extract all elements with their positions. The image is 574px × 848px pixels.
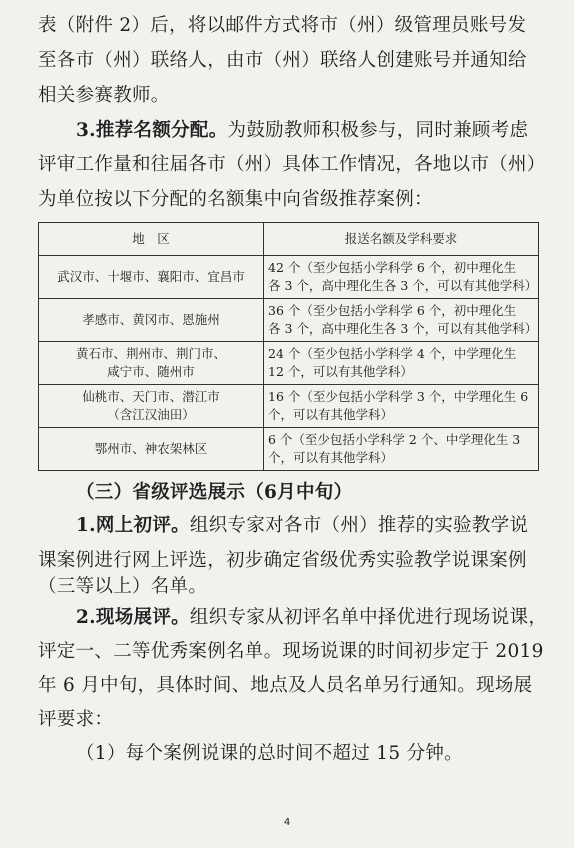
paragraph-line: 评定一、二等优秀案例名单。现场说课的时间初步定于 2019 <box>38 641 544 662</box>
subsection-heading: 1.网上初评。 <box>76 515 190 536</box>
table-row <box>39 385 539 428</box>
region-cell: 武汉市、十堰市、襄阳市、宜昌市 <box>39 256 264 299</box>
quota-cell: 42 个（至少包括小学科学 6 个，初中理化生 各 3 个，高中理化生各 3 个，可以有其他学科） <box>264 256 539 299</box>
paragraph-line: 课案例进行网上评选，初步确定省级优秀实验教学说课案例 <box>38 550 527 571</box>
paragraph-line: 为单位按以下分配的名额集中向省级推荐案例： <box>38 189 433 210</box>
region-cell: 黄石市、荆州市、荆门市、 咸宁市、随州市 <box>39 342 264 385</box>
paragraph-text: 组织专家对各市（州）推荐的实验教学说 <box>189 515 529 536</box>
table-header: 地 区 <box>39 223 264 256</box>
quota-cell: 6 个（至少包括小学科学 2 个、中学理化生 3 个，可以有其他学科） <box>264 428 539 471</box>
paragraph-line: 至各市（州）联络人，由市（州）联络人创建账号并通知给 <box>38 50 527 71</box>
paragraph-line: 相关参赛教师。 <box>38 85 170 106</box>
paragraph-line: 评要求： <box>38 709 114 730</box>
region-cell: 仙桃市、天门市、潜江市 （含江汉油田） <box>39 385 264 428</box>
table-header-row <box>39 223 539 256</box>
quota-cell: 16 个（至少包括小学科学 3 个，中学理化生 6 个，可以有其他学科） <box>264 385 539 428</box>
paragraph-text: 为鼓励教师积极参与，同时兼顾考虑 <box>227 120 529 141</box>
table-row <box>39 256 539 299</box>
paragraph-text: 组织专家从初评名单中择优进行现场说课， <box>189 607 548 628</box>
paragraph-line: 年 6 月中旬，具体时间、地点及人员名单另行通知。现场展 <box>38 675 533 696</box>
paragraph-line <box>38 514 538 538</box>
paragraph-line: （1）每个案例说课的总时间不超过 15 分钟。 <box>76 743 463 764</box>
region-cell: 鄂州市、神农架林区 <box>39 428 264 471</box>
table-row <box>39 342 539 385</box>
quota-cell: 24 个（至少包括小学科学 4 个，中学理化生 12 个，可以有其他学科） <box>264 342 539 385</box>
page-number: 4 <box>283 817 291 828</box>
subsection-heading: 2.现场展评。 <box>76 607 190 628</box>
section-heading: （三）省级评选展示（6月中旬） <box>76 482 353 503</box>
paragraph-line: 表（附件 2）后，将以邮件方式将市（州）级管理员账号发 <box>38 15 527 36</box>
quota-cell: 36 个（至少包括小学科学 6 个，初中理化生 各 3 个，高中理化生各 3 个，可以有其他学科） <box>264 299 539 342</box>
table-row <box>39 299 539 342</box>
paragraph-line <box>38 606 548 630</box>
paragraph-line: 评审工作量和往届各市（州）具体工作情况，各地以市（州） <box>38 154 546 175</box>
table-header: 报送名额及学科要求 <box>264 223 539 256</box>
paragraph-line: （三等以上）名单。 <box>38 576 208 597</box>
paragraph-line <box>38 119 538 143</box>
table-row <box>39 428 539 471</box>
section-heading: 3.推荐名额分配。 <box>76 120 228 141</box>
region-cell: 孝感市、黄冈市、恩施州 <box>39 299 264 342</box>
quota-table <box>38 222 539 471</box>
